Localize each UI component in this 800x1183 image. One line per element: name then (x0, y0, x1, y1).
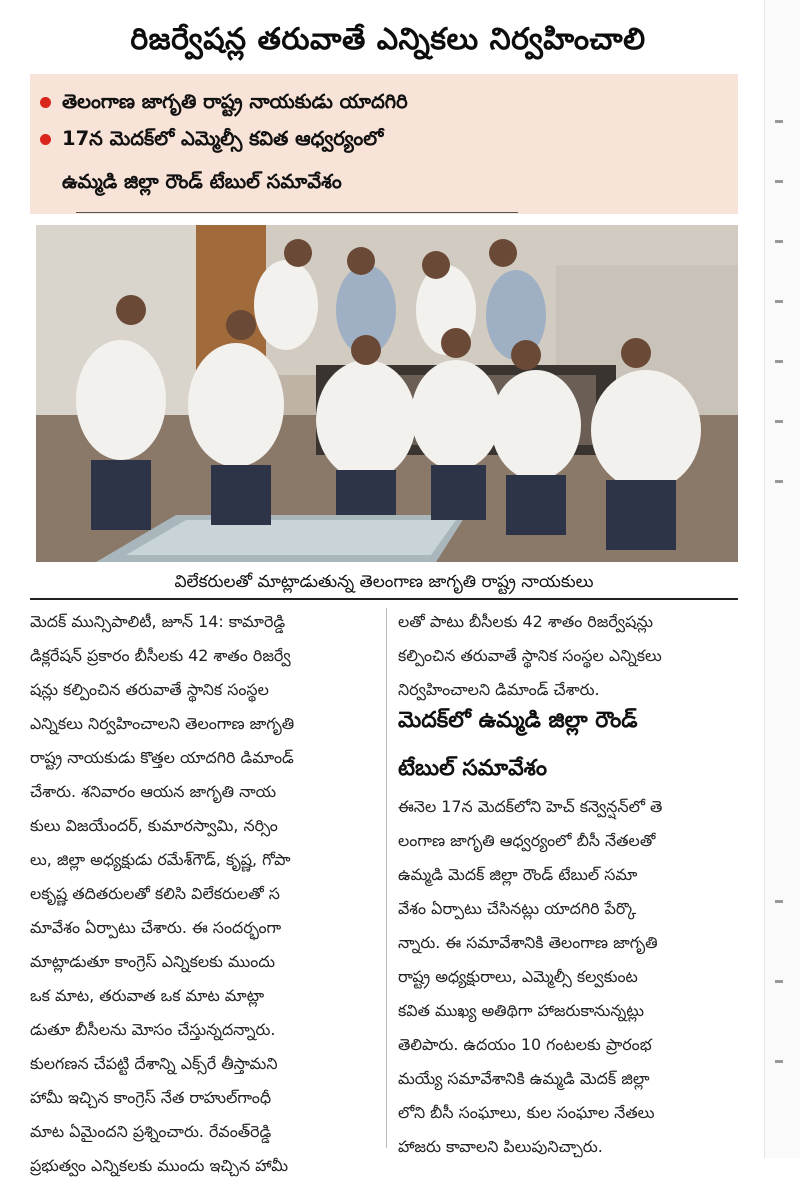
body-line: మయ్యే సమావేశానికి ఉమ్మడి మెదక్ జిల్లా (398, 1069, 650, 1088)
body-line: లోని బీసీ సంఘాలు, కుల సంఘాల నేతలు (398, 1103, 655, 1122)
body-line: డుతూ బీసీలను మోసం చేస్తున్నదన్నారు. (30, 1020, 276, 1039)
body-line: చేశారు. శనివారం ఆయన జాగృతి నాయ (30, 782, 277, 801)
body-line: మాట్లాడుతూ కాంగ్రెస్ ఎన్నికలకు ముందు (30, 952, 276, 971)
body-line: రాష్ట్ర నాయకుడు కొత్తల యాదగిరి డిమాండ్ (30, 748, 294, 767)
body-line: ఉమ్మడి మెదక్ జిల్లా రౌండ్ టేబుల్ సమా (398, 865, 638, 884)
body-line: మాట ఏమైందని ప్రశ్నించారు. రేవంత్‌రెడ్డి (30, 1122, 272, 1141)
body-column-right-top (398, 605, 740, 707)
adjacent-page-edge (764, 0, 800, 1158)
photo-caption: విలేకరులతో మాట్లాడుతున్న తెలంగాణ జాగృతి రాష్ట్ర నాయకులు (30, 566, 738, 600)
body-line: లకృష్ణ తదితరులతో కలిసి విలేకరులతో స (30, 884, 280, 903)
subhead-bullet-2 (62, 127, 722, 155)
bullet-dot-icon (40, 97, 51, 108)
section-subheading-1: మెదక్‌లో ఉమ్మడి జిల్లా రౌండ్ (398, 708, 638, 733)
body-line: రాష్ట్ర అధ్యక్షురాలు, ఎమ్మెల్సీ కల్వకుంట (398, 967, 638, 986)
section-subheading-2: టేబుల్ సమావేశం (398, 756, 548, 781)
subhead-bullet-1 (62, 90, 722, 118)
group-photo (36, 225, 738, 562)
body-line: ఎన్నికలు నిర్వహించాలని తెలంగాణ జాగృతి (30, 714, 295, 733)
subhead-text-2: 17న మెదక్‌లో ఎమ్మెల్సీ కవిత ఆధ్వర్యంలో (62, 127, 384, 150)
body-line: న్నారు. ఈ సమావేశానికి తెలంగాణ జాగృతి (398, 933, 658, 952)
subhead-underline (76, 212, 518, 213)
body-line: ఈనెల 17న మెదక్‌లోని హెచ్ కన్వెన్షన్‌లో తె (398, 797, 663, 816)
body-column-right-bottom (398, 790, 740, 1164)
body-line: లంగాణ జాగృతి ఆధ్వర్యంలో బీసీ నేతలతో (398, 831, 656, 850)
column-divider (386, 608, 387, 1148)
body-line: నిర్వహించాలని డిమాండ్ చేశారు. (398, 680, 600, 699)
body-line: షన్లు కల్పించిన తరువాతే స్థానిక సంస్థల (30, 680, 269, 699)
body-line: డిక్లరేషన్ ప్రకారం బీసీలకు 42 శాతం రిజర్వే (30, 646, 291, 665)
body-line: లతో పాటు బీసీలకు 42 శాతం రిజర్వేషన్లు (398, 612, 654, 631)
body-line: కులగణన చేపట్టి దేశాన్ని ఎక్స్‌రే తీస్తామని (30, 1054, 278, 1073)
subhead-text-3: ఉమ్మడి జిల్లా రౌండ్ టేబుల్ సమావేశం (62, 170, 342, 193)
body-column-left (30, 605, 376, 1183)
body-line: కల్పించిన తరువాతే స్థానిక సంస్థల ఎన్నికలు (398, 646, 662, 665)
body-line: కులు విజయేందర్, కుమారస్వామి, నర్సిం (30, 816, 278, 835)
body-line: వేశం ఏర్పాటు చేసినట్లు యాదగిరి పేర్కొ (398, 899, 637, 918)
body-line: హాజరు కావాలని పిలుపునిచ్చారు. (398, 1137, 603, 1156)
body-line: ఒక మాట, తరువాత ఒక మాట మాట్లా (30, 986, 265, 1005)
subhead-line-3 (62, 170, 722, 198)
body-line: కవిత ముఖ్య అతిథిగా హాజరుకానున్నట్లు (398, 1001, 645, 1020)
subhead-text-1: తెలంగాణ జాగృతి రాష్ట్ర నాయకుడు యాదగిరి (62, 90, 408, 113)
bullet-dot-icon (40, 134, 51, 145)
body-line: హామీ ఇచ్చిన కాంగ్రెస్ నేత రాహుల్‌గాంధీ (30, 1088, 272, 1107)
body-line: తెలిపారు. ఉదయం 10 గంటలకు ప్రారంభ (398, 1035, 652, 1054)
headline: రిజర్వేషన్ల తరువాతే ఎన్నికలు నిర్వహించాలి (130, 22, 646, 57)
body-line: ప్రభుత్వం ఎన్నికలకు ముందు ఇచ్చిన హామీ (30, 1156, 289, 1175)
body-line: మావేశం ఏర్పాటు చేశారు. ఈ సందర్భంగా (30, 918, 282, 937)
body-line: లు, జిల్లా అధ్యక్షుడు రమేశ్‌గౌడ్, కృష్ణ, గోపా (30, 850, 291, 869)
body-line: మెదక్ మున్సిపాలిటీ, జూన్ 14: కామారెడ్డి (30, 612, 286, 631)
